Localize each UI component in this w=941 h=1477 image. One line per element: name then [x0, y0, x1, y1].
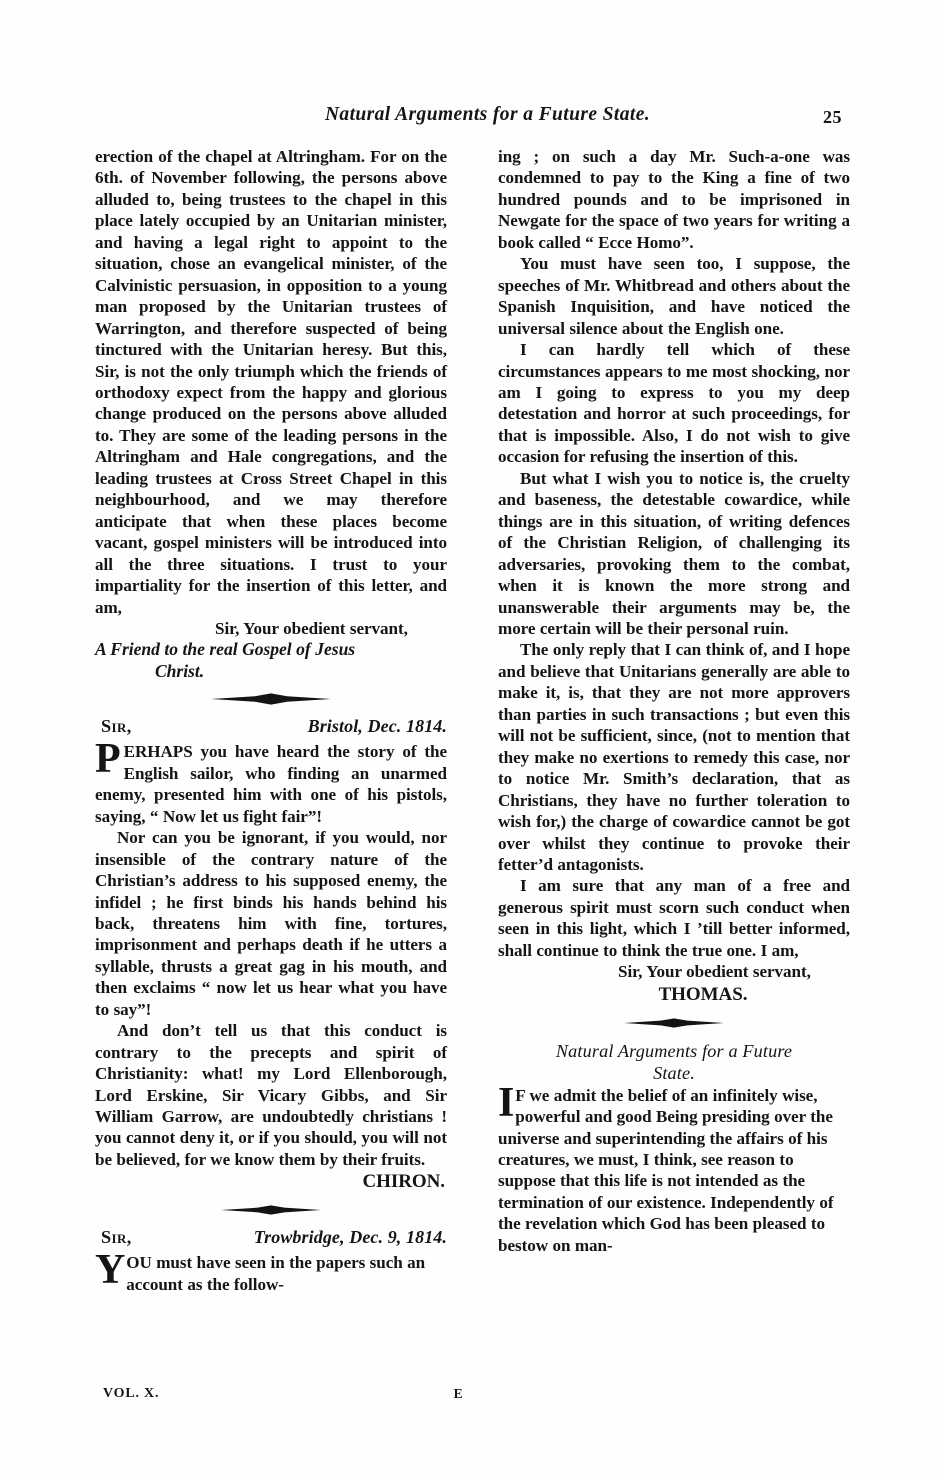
letter-dateline: Trowbridge, Dec. 9, 1814. — [253, 1227, 447, 1248]
letter-signature — [95, 639, 447, 682]
article-title-line-2: State. — [653, 1062, 695, 1083]
paragraph-with-dropcap — [498, 1079, 850, 1257]
column-right — [498, 146, 850, 1256]
lozenge-ornament-icon — [624, 1017, 724, 1029]
paragraph-with-dropcap — [95, 1247, 447, 1295]
letter-heading — [95, 1227, 447, 1251]
paragraph: erection of the chapel at Altringham. For on the 6th. of November following, the persons above alluded to, being trustees to the chapel in this place lately occupied by an Unitarian minister, and having a legal right to appoint to the situation, chose an evangelical minister, of the Calvinistic persuasion, in opposition to a young man proposed by the Unitarian trustees of Warrington, and therefore suspected of being tinctured with the Unitarian heresy. But this, Sir, is not the only triumph which the friends of orthodoxy expect from the happy and glorious change produced on the persons above alluded to. They are some of the leading persons in the Altringham and Hale congregations, and the leading trustees at Cross Street Chapel in this neighbourhood, and we may therefore anticipate that when these places become vacant, gospel ministers will be introduced into all the three situations. I trust to your impartiality for the insertion of this letter, and am, — [95, 147, 447, 617]
paragraph-text: F we admit the belief of an infinitely wise, powerful and good Being presiding over the universe and superintending the affairs of his creatures, we must, I think, see reason to suppose that this life is not intended as the termination of our existence. Independently of the revelation which God has been pleased to bestow on man- — [498, 1085, 834, 1255]
letter-closing: Sir, Your obedient servant, — [215, 618, 408, 638]
letter-closing: Sir, Your obedient servant, — [618, 962, 811, 982]
letter-salutation: Sir, — [101, 1227, 132, 1248]
lozenge-ornament-icon — [211, 693, 331, 705]
page-number: 25 — [823, 107, 842, 127]
volume-mark: VOL. X. — [103, 1386, 160, 1401]
paragraph: I am sure that any man of a free and generous spirit must scorn such conduct when seen in this light, which I ’till better informed, shall continue to think the true one. I am, — [498, 876, 850, 960]
article-title-line-1: Natural Arguments for a Future — [555, 1040, 793, 1061]
drop-cap-letter: P — [95, 736, 121, 783]
ornament-divider — [498, 1011, 850, 1037]
letter-salutation: Sir, — [101, 716, 132, 737]
running-head-title: Natural Arguments for a Future State. — [324, 104, 651, 125]
paragraph: And don’t tell us that this conduct is contrary to the precepts and spirit of Christianity: what! my Lord Ellenborough, Lord Erskine, Sir Vicary Gibbs, and Sir William Garrow, are undoubtedly christians ! you cannot deny it, or if you should, you will not be believed, for we know them by their fruits. — [95, 1021, 447, 1169]
paragraph-text: OU must have seen in the papers such an account as the follow- — [126, 1253, 426, 1294]
letter-signature: THOMAS. — [658, 983, 748, 1005]
letter-heading — [95, 716, 447, 740]
paragraph: You must have seen too, I suppose, the speeches of Mr. Whitbread and others about the Spanish Inquisition, and have noticed the universal silence about the English one. — [498, 254, 850, 338]
ornament-divider — [95, 687, 447, 713]
letter-signature: CHIRON. — [362, 1171, 445, 1193]
page-footer — [95, 1386, 463, 1412]
paragraph: But what I wish you to notice is, the cruelty and baseness, the detestable cowardice, while things are in this situation, of writing defences of the Christian Religion, of challenging its adversaries, provoking them to the combat, when it is known the more strong and unanswerable their arguments may be, the more certain will be their personal ruin. — [498, 468, 850, 638]
body-columns — [95, 146, 850, 1391]
signature-mark: E — [453, 1386, 463, 1401]
paragraph: ing ; on such a day Mr. Such-a-one was condemned to pay to the King a fine of two hundred pounds and to be imprisoned in Newgate for the space of two years for writing a book called “ Ecce Homo”. — [498, 147, 850, 252]
running-head — [95, 104, 850, 134]
lozenge-ornament-icon — [221, 1204, 321, 1216]
paragraph-with-dropcap — [95, 736, 447, 827]
paragraph: Nor can you be ignorant, if you would, nor insensible of the contrary nature of the Christian’s address to his supposed enemy, the infidel ; he first binds his hands behind his back, threatens him with fine, tortures, imprisonment and perhaps death if he utters a syllable, thrusts a great gag in his mouth, and then exclaims “ now let us hear what you have to say”! — [95, 828, 447, 1019]
paragraph: The only reply that I can think of, and I hope and believe that Unitarians generally are able to make it, is, that they are not more approvers than parties in such transactions ; but even this will not be sufficient, since, (not to mention that they make no exertions to remedy this case, nor to notice Mr. Smith’s declaration, that as Christians, they have no further toleration to wish for,) the charge of cowardice cannot be got over whilst they continue to provoke their fetter’d antagonists. — [498, 640, 850, 874]
signature-line-2: Christ. — [155, 660, 205, 681]
paragraph: I can hardly tell which of these circumstances appears to me most shocking, nor am I going to express to you my deep detestation and horror at such proceedings, for that is impossible. Also, I do not wish to give occasion for refusing the insertion of this. — [498, 340, 850, 467]
ornament-divider — [95, 1198, 447, 1224]
drop-cap-letter: I — [498, 1079, 515, 1126]
paragraph-text: ERHAPS you have heard the story of the English sailor, who finding an unarmed enemy, presented him with one of his pistols, saying, “ Now let us fight fair”! — [95, 742, 447, 826]
letter-dateline: Bristol, Dec. 1814. — [307, 716, 447, 737]
drop-cap-letter: Y — [95, 1247, 126, 1294]
column-left — [95, 146, 447, 1295]
article-title — [498, 1040, 850, 1084]
signature-line-1: A Friend to the real Gospel of Jesus — [95, 639, 356, 660]
